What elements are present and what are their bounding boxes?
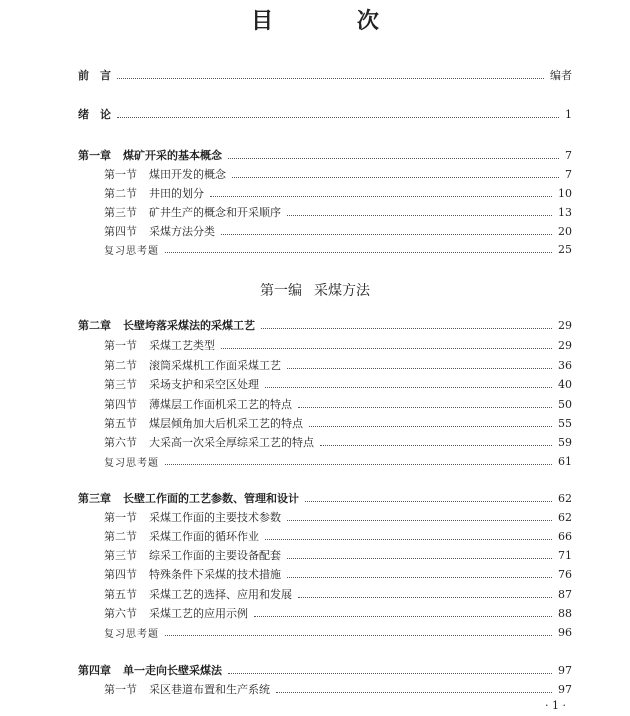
section-title: 采区巷道布置和生产系统 xyxy=(149,683,270,696)
review-title: 复习思考题 xyxy=(104,628,159,640)
section-number: 第一节 xyxy=(104,168,137,181)
section-number: 第三节 xyxy=(104,549,137,562)
section-title: 煤层倾角加大后机采工艺的特点 xyxy=(149,417,303,430)
section-number: 第二节 xyxy=(104,359,137,372)
toc-review[interactable] xyxy=(104,452,572,470)
toc-entry-page: 20 xyxy=(558,224,572,238)
toc-entry-page: 71 xyxy=(558,548,572,562)
toc-entry-page: 55 xyxy=(558,416,572,430)
toc-entry-page: 29 xyxy=(558,338,572,352)
dot-leader xyxy=(265,539,552,540)
dot-leader xyxy=(276,692,552,693)
section-number: 第一节 xyxy=(104,339,137,352)
toc-entry-page: 编者 xyxy=(550,69,572,82)
section-number: 第三节 xyxy=(104,206,137,219)
dot-leader xyxy=(232,177,559,178)
toc-chapter-2[interactable] xyxy=(78,316,572,334)
toc-section[interactable] xyxy=(104,184,572,202)
toc-section[interactable] xyxy=(104,508,572,526)
toc-entry-page: 66 xyxy=(558,529,572,543)
section-title: 采煤方法分类 xyxy=(149,225,215,238)
section-number: 第五节 xyxy=(104,588,137,601)
section-title: 采煤工艺的应用示例 xyxy=(149,607,248,620)
toc-section[interactable] xyxy=(104,433,572,451)
chapter-number: 第二章 xyxy=(78,319,111,332)
review-title: 复习思考题 xyxy=(104,245,159,257)
section-number: 第四节 xyxy=(104,568,137,581)
dot-leader xyxy=(287,368,552,369)
dot-leader xyxy=(261,328,552,329)
toc-chapter-4[interactable] xyxy=(78,661,572,679)
dot-leader xyxy=(165,464,552,465)
toc-section[interactable] xyxy=(104,527,572,545)
toc-entry-page: 87 xyxy=(558,587,572,601)
dot-leader xyxy=(228,158,559,159)
chapter-title: 长壁工作面的工艺参数、管理和设计 xyxy=(123,492,299,505)
section-title: 矿井生产的概念和开采顺序 xyxy=(149,206,281,219)
toc-section[interactable] xyxy=(104,395,572,413)
toc-entry-introduction[interactable] xyxy=(78,105,572,123)
toc-review[interactable] xyxy=(104,623,572,641)
toc-entry-page: 61 xyxy=(558,454,572,468)
chapter-title: 长壁垮落采煤法的采煤工艺 xyxy=(123,319,255,332)
toc-entry-page: 29 xyxy=(558,318,572,332)
section-title: 采煤工作面的循环作业 xyxy=(149,530,259,543)
dot-leader xyxy=(320,445,552,446)
dot-leader xyxy=(165,252,552,253)
toc-entry-page: 59 xyxy=(558,435,572,449)
chapter-title: 单一走向长壁采煤法 xyxy=(123,664,222,677)
toc-section[interactable] xyxy=(104,375,572,393)
toc-section[interactable] xyxy=(104,565,572,583)
dot-leader xyxy=(287,558,552,559)
chapter-title: 煤矿开采的基本概念 xyxy=(123,149,222,162)
part-number: 第一编 xyxy=(260,283,302,299)
part-title xyxy=(0,280,630,300)
section-number: 第二节 xyxy=(104,530,137,543)
toc-section[interactable] xyxy=(104,336,572,354)
section-number: 第一节 xyxy=(104,511,137,524)
page-title: 目 次 xyxy=(251,9,417,34)
dot-leader xyxy=(298,407,552,408)
toc-entry-page: 62 xyxy=(558,510,572,524)
toc-entry-page: 25 xyxy=(558,242,572,256)
dot-leader xyxy=(254,616,552,617)
toc-section[interactable] xyxy=(104,546,572,564)
dot-leader xyxy=(287,577,552,578)
dot-leader xyxy=(309,426,552,427)
section-number: 第六节 xyxy=(104,607,137,620)
section-title: 采煤工艺类型 xyxy=(149,339,215,352)
toc-entry-page: 7 xyxy=(565,148,572,162)
dot-leader xyxy=(221,234,552,235)
section-title: 采场支护和采空区处理 xyxy=(149,378,259,391)
dot-leader xyxy=(298,597,552,598)
chapter-number: 第四章 xyxy=(78,664,111,677)
dot-leader xyxy=(228,673,552,674)
toc-entry-page: 7 xyxy=(565,167,572,181)
toc-section[interactable] xyxy=(104,165,572,183)
toc-entry-page: 13 xyxy=(558,205,572,219)
section-number: 第六节 xyxy=(104,436,137,449)
dot-leader xyxy=(287,520,552,521)
section-number: 第五节 xyxy=(104,417,137,430)
section-number: 第四节 xyxy=(104,398,137,411)
toc-entry-page: 96 xyxy=(558,625,572,639)
section-title: 滚筒采煤机工作面采煤工艺 xyxy=(149,359,281,372)
dot-leader xyxy=(305,501,552,502)
toc-entry-page: 97 xyxy=(558,663,572,677)
toc-chapter-3[interactable] xyxy=(78,489,572,507)
dot-leader xyxy=(117,117,559,118)
section-title: 采煤工作面的主要技术参数 xyxy=(149,511,281,524)
toc-entry-page: 36 xyxy=(558,358,572,372)
toc-entry-page: 62 xyxy=(558,491,572,505)
toc-section[interactable] xyxy=(104,222,572,240)
toc-entry-label: 前 言 xyxy=(78,69,111,82)
toc-entry-label: 绪 论 xyxy=(78,108,111,121)
dot-leader xyxy=(210,196,552,197)
toc-entry-page: 10 xyxy=(558,186,572,200)
toc-entry-page: 88 xyxy=(558,606,572,620)
toc-review[interactable] xyxy=(104,240,572,258)
toc-entry-page: 50 xyxy=(558,397,572,411)
dot-leader xyxy=(165,635,552,636)
dot-leader xyxy=(287,215,552,216)
toc-section[interactable] xyxy=(104,604,572,622)
toc-section[interactable] xyxy=(104,585,572,603)
review-title: 复习思考题 xyxy=(104,457,159,469)
section-title: 大采高一次采全厚综采工艺的特点 xyxy=(149,436,314,449)
section-number: 第一节 xyxy=(104,683,137,696)
chapter-number: 第三章 xyxy=(78,492,111,505)
toc-entry-page: 1 xyxy=(565,107,572,121)
chapter-number: 第一章 xyxy=(78,149,111,162)
toc-section[interactable] xyxy=(104,680,572,698)
section-title: 煤田开发的概念 xyxy=(149,168,226,181)
toc-entry-page: 76 xyxy=(558,567,572,581)
dot-leader xyxy=(265,387,552,388)
toc-chapter-1[interactable] xyxy=(78,146,572,164)
section-title: 薄煤层工作面机采工艺的特点 xyxy=(149,398,292,411)
dot-leader xyxy=(117,78,544,79)
section-number: 第三节 xyxy=(104,378,137,391)
section-title: 采煤工艺的选择、应用和发展 xyxy=(149,588,292,601)
toc-entry-preface[interactable] xyxy=(78,66,572,84)
section-number: 第四节 xyxy=(104,225,137,238)
toc-section[interactable] xyxy=(104,203,572,221)
dot-leader xyxy=(221,348,552,349)
section-number: 第二节 xyxy=(104,187,137,200)
toc-entry-page: 40 xyxy=(558,377,572,391)
toc-entry-page: 97 xyxy=(558,682,572,696)
section-title: 特殊条件下采煤的技术措施 xyxy=(149,568,281,581)
toc-section[interactable] xyxy=(104,356,572,374)
part-name: 采煤方法 xyxy=(314,283,370,299)
toc-section[interactable] xyxy=(104,414,572,432)
section-title: 综采工作面的主要设备配套 xyxy=(149,549,281,562)
page-number: · 1 · xyxy=(545,699,566,712)
section-title: 井田的划分 xyxy=(149,187,204,200)
